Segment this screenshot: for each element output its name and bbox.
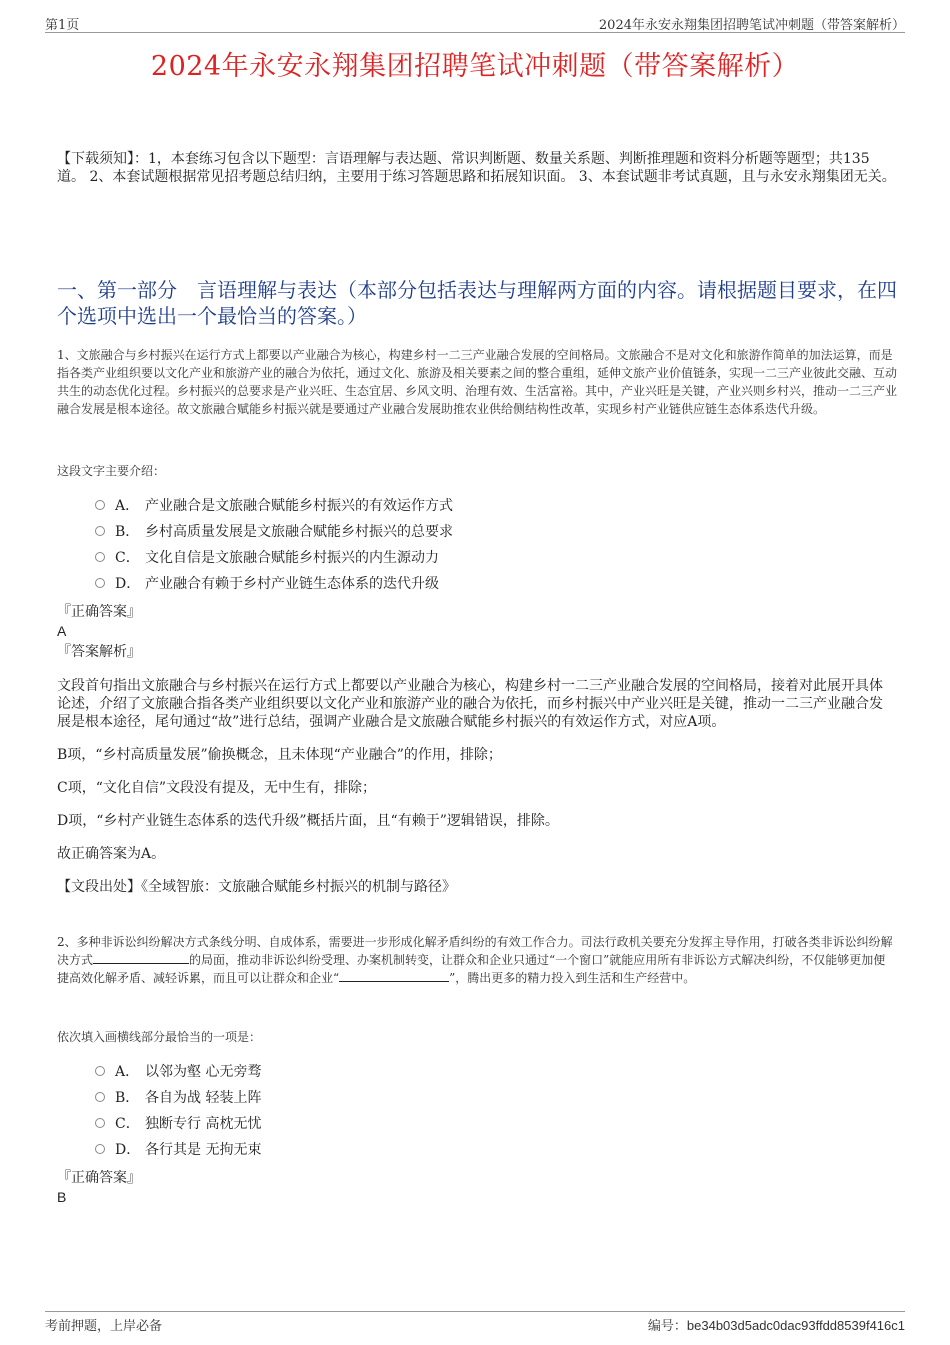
answer-value: A xyxy=(57,623,67,639)
answer-label: 『正确答案』 xyxy=(57,1170,141,1186)
option-d[interactable]: D． 各行其是 无拘无束 xyxy=(95,1137,795,1163)
answer-label: 『正确答案』 xyxy=(57,604,141,620)
radio-button[interactable] xyxy=(95,1066,105,1076)
radio-button[interactable] xyxy=(95,578,105,588)
fill-blank xyxy=(339,969,449,982)
footer-slogan: 考前押题，上岸必备 xyxy=(45,1319,163,1334)
section-title: 一、第一部分 言语理解与表达（本部分包括表达与理解两方面的内容。请根据题目要求，在四个选项中选出一个最恰当的答案。） xyxy=(57,278,897,328)
radio-button[interactable] xyxy=(95,1144,105,1154)
option-a[interactable]: A． 产业融合是文旅融合赋能乡村振兴的有效运作方式 xyxy=(95,493,795,519)
radio-button[interactable] xyxy=(95,526,105,536)
option-d[interactable]: D． 产业融合有赖于乡村产业链生态体系的迭代升级 xyxy=(95,571,795,597)
option-a[interactable]: A． 以邻为壑 心无旁骛 xyxy=(95,1059,795,1085)
radio-button[interactable] xyxy=(95,500,105,510)
question-1-stem: 1、文旅融合与乡村振兴在运行方式上都要以产业融合为核心，构建乡村一二三产业融合发展的空间格局。文旅融合不是对文化和旅游作简单的加法运算，而是指各类产业组织要以文化产业和旅游产业的融合为依托，通过文化、旅游及相关要素之间的整合重组，延伸文旅产业价值链条，实现一二三产业彼此交融、互动共生的动态优化过程。乡村振兴的总要求是产业兴旺、生态宜居、乡风文明、治理有效、生活富裕。其中，产业兴旺是关键，产业兴则乡村兴，推动一二三产业融合发展是根本途径。故文旅融合赋能乡村振兴就是要通过产业融合发展助推农业供给侧结构性改革，实现乡村产业链供应链生态体系迭代升级。 xyxy=(57,348,898,416)
analysis-paragraph: C项，“文化自信”文段没有提及，无中生有，排除； xyxy=(57,780,377,796)
analysis-paragraph: 文段首句指出文旅融合与乡村振兴在运行方式上都要以产业融合为核心，构建乡村一二三产业融合发展的空间格局，接着对此展开具体论述，介绍了文旅融合指各类产业组织要以文化产业和旅游产业的融合为依托，而乡村振兴中产业兴旺是关键，推动一二三产业融合发展是根本途径，尾句通过“故”进行总结，强调产业融合是文旅融合赋能乡村振兴的有效运作方式，对应A项。 xyxy=(57,678,883,730)
page-header xyxy=(45,12,905,33)
question-1-options xyxy=(95,493,795,597)
question-2-options xyxy=(95,1059,795,1163)
radio-button[interactable] xyxy=(95,1118,105,1128)
download-notice: 【下载须知】：1，本套练习包含以下题型：言语理解与表达题、常识判断题、数量关系题、判断推理题和资料分析题等题型；共135道。 2、本套试题根据常见招考题总结归纳，主要用于练习答题思路和拓展知识面。 3、本套试题非考试真题，且与永安永翔集团无关。 xyxy=(57,151,896,185)
option-c[interactable]: C． 文化自信是文旅融合赋能乡村振兴的内生源动力 xyxy=(95,545,795,571)
radio-button[interactable] xyxy=(95,552,105,562)
fill-blank xyxy=(93,951,189,964)
radio-button[interactable] xyxy=(95,1092,105,1102)
analysis-paragraph: B项，“乡村高质量发展”偷换概念，且未体现“产业融合”的作用，排除； xyxy=(57,747,502,763)
document-title: 2024年永安永翔集团招聘笔试冲刺题（带答案解析） xyxy=(150,51,800,82)
page-footer xyxy=(45,1311,905,1332)
footer-code: 编号：be34b03d5adc0dac93ffdd8539f416c1 xyxy=(647,1318,905,1334)
header-doc-title: 2024年永安永翔集团招聘笔试冲刺题（带答案解析） xyxy=(598,18,905,33)
analysis-paragraph: 故正确答案为A。 xyxy=(57,846,166,862)
answer-value: B xyxy=(57,1189,67,1205)
analysis-label: 『答案解析』 xyxy=(57,644,141,660)
page-number: 第1页 xyxy=(45,18,80,33)
option-b[interactable]: B． 各自为战 轻装上阵 xyxy=(95,1085,795,1111)
source-citation: 【文段出处】《全域智旅：文旅融合赋能乡村振兴的机制与路径》 xyxy=(57,879,456,895)
question-2-stem: 2、多种非诉讼纠纷解决方式条线分明、自成体系，需要进一步形成化解矛盾纠纷的有效工作合力。司法行政机关要充分发挥主导作用，打破各类非诉讼纠纷解决方式 的局面，推动非诉讼纠纷受理、办案机制转变，让群众和企业只通过“一个窗口”就能应用所有非诉讼方式解决纠纷，不仅能够更加便捷高效化解矛盾、减轻诉累，而且可以让群众和企业“ ”，腾出更多的精力投入到生活和生产经营中。 xyxy=(57,935,893,985)
answer-analysis xyxy=(57,677,887,911)
option-b[interactable]: B． 乡村高质量发展是文旅融合赋能乡村振兴的总要求 xyxy=(95,519,795,545)
question-2-prompt: 依次填入画横线部分最恰当的一项是： xyxy=(57,1030,262,1044)
question-1-prompt: 这段文字主要介绍： xyxy=(57,464,166,478)
analysis-paragraph: D项，“乡村产业链生态体系的迭代升级”概括片面，且“有赖于”逻辑错误，排除。 xyxy=(57,813,559,829)
option-c[interactable]: C． 独断专行 高枕无忧 xyxy=(95,1111,795,1137)
